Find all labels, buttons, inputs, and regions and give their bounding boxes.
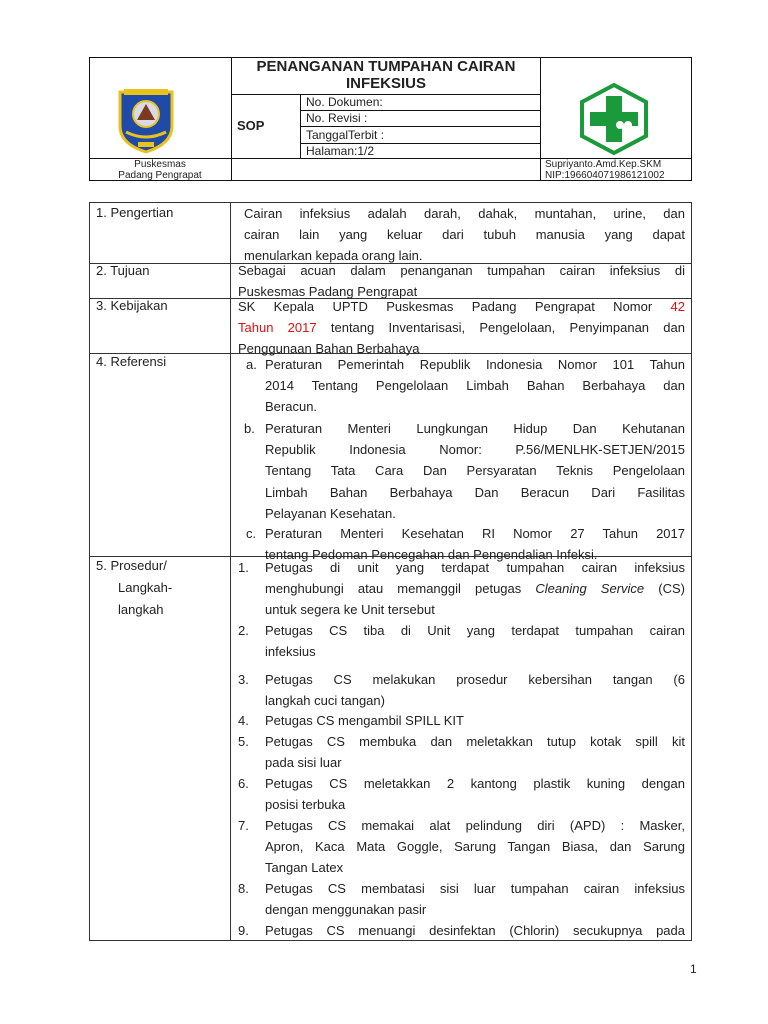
signatory-name: Supriyanto.Amd.Kep.SKM: [545, 159, 662, 170]
step-number: 8.: [238, 881, 249, 896]
text-line: Limbah Bahan Berbahaya Dan Beracun Dari Fasilitas: [265, 484, 685, 500]
label-line: 5. Prosedur/: [96, 558, 167, 573]
text-line: Petugas CS meletakkan 2 kantong plastik kuning dengan: [265, 776, 685, 791]
step-item: [265, 920, 685, 941]
text-line: [238, 317, 685, 338]
page-field: Halaman:1/2: [306, 144, 375, 158]
text-line: Peraturan Menteri Lungkungan Hidup Dan Kehutanan: [265, 421, 685, 436]
text-line: untuk segera ke Unit tersebut: [265, 602, 435, 618]
sop-label: SOP: [237, 118, 265, 133]
text-line: Tangan Latex: [265, 860, 344, 876]
text-line: Petugas CS memakai alat pelindung diri (APD) : Masker,: [265, 818, 685, 833]
step-item: [265, 731, 685, 773]
step-number: 9.: [238, 923, 249, 938]
text-line: posisi terbuka: [265, 797, 346, 813]
text-line: pada sisi luar: [265, 755, 342, 771]
document-title: PENANGANAN TUMPAHAN CAIRAN INFEKSIUS: [256, 58, 516, 92]
step-number: 3.: [238, 672, 249, 687]
text-line: dengan menggunakan pasir: [265, 902, 427, 918]
text-line: Beracun.: [265, 399, 318, 415]
text-line: menularkan kepada orang lain.: [244, 248, 423, 264]
step-item: [265, 669, 685, 711]
revision-field: No. Revisi :: [306, 111, 368, 125]
text-line: Apron, Kaca Mata Goggle, Sarung Tangan Biasa, dan Sarung: [265, 839, 685, 855]
step-item: [265, 620, 685, 662]
text-segment: tentang Inventarisasi, Pengelolaan, Penyimpanan dan: [316, 320, 685, 336]
text-line: Tentang Tata Cara Dan Persyaratan Teknis Pengelolaan: [265, 463, 685, 479]
step-item: [265, 815, 685, 879]
row-label-prosedur: [96, 555, 172, 621]
text-line: infeksius: [265, 644, 316, 660]
text-line: Peraturan Menteri Kesehatan RI Nomor 27 Tahun 2017: [265, 526, 685, 541]
step-item: [265, 773, 685, 815]
puskesmas-cross-logo: [578, 82, 650, 156]
org-line-1: Puskesmas: [134, 159, 186, 170]
step-number: 1.: [238, 560, 249, 575]
regional-crest-logo: [116, 86, 176, 154]
list-marker: b.: [244, 421, 255, 436]
decree-year: Tahun 2017: [238, 320, 317, 336]
text-segment: SK Kepala UPTD Puskesmas Padang Pengrapat Nomor: [238, 299, 671, 314]
text-line: cairan lain yang keluar dari tubuh manusia yang dapat: [244, 227, 685, 243]
page-number: 1: [690, 962, 697, 976]
text-line: Petugas CS menuangi desinfektan (Chlorin) secukupnya pada: [265, 923, 685, 938]
step-number: 7.: [238, 818, 249, 833]
text-line: Petugas CS tiba di Unit yang terdapat tumpahan cairan: [265, 623, 685, 638]
step-number: 5.: [238, 734, 249, 749]
text-line: [265, 578, 685, 599]
text-line: 2014 Tentang Pengelolaan Limbah Bahan Berbahaya dan: [265, 378, 685, 394]
text-line: Penggunaan Bahan Berbahaya: [238, 341, 420, 357]
publish-date-field: TanggalTerbit :: [306, 128, 385, 142]
italic-term: Cleaning Service: [535, 581, 645, 597]
label-line: langkah: [118, 602, 164, 617]
text-line: Pelayanan Kesehatan.: [265, 505, 396, 521]
decree-number: 42: [670, 299, 685, 314]
label-line: Langkah-: [118, 580, 173, 595]
text-line: Cairan infeksius adalah darah, dahak, muntahan, urine, dan: [244, 206, 685, 221]
org-name: [100, 159, 220, 181]
step-item: [265, 878, 685, 920]
step-item: [265, 557, 685, 621]
kebijakan-text: [238, 296, 685, 360]
row-label-kebijakan: 3. Kebijakan: [96, 298, 168, 313]
list-marker: a.: [246, 357, 257, 372]
row-label-tujuan: 2. Tujuan: [96, 263, 150, 278]
signatory: [545, 159, 665, 181]
text-segment: menghubungi atau memanggil petugas: [265, 581, 536, 597]
row-label-pengertian: 1. Pengertian: [96, 205, 174, 220]
text-line: langkah cuci tangan): [265, 693, 385, 709]
signatory-nip: NIP:196604071986121002: [545, 170, 665, 181]
text-line: Puskesmas Padang Pengrapat: [238, 284, 418, 300]
row-label-referensi: 4. Referensi: [96, 354, 167, 369]
step-number: 2.: [238, 623, 249, 638]
step-item: [265, 710, 685, 731]
org-line-2: Padang Pengrapat: [118, 170, 202, 181]
text-line: Petugas di unit yang terdapat tumpahan cairan infeksius: [265, 560, 685, 575]
text-line: [238, 296, 685, 317]
text-line: Petugas CS membuka dan meletakkan tutup kotak spill kit: [265, 734, 685, 749]
step-number: 6.: [238, 776, 249, 791]
step-number: 4.: [238, 713, 249, 728]
list-item: [265, 418, 685, 524]
text-line: Petugas CS mengambil SPILL KIT: [265, 713, 464, 728]
text-line: Republik Indonesia Nomor: P.56/MENLHK-SETJEN/2015: [265, 442, 685, 458]
text-line: Petugas CS membatasi sisi luar tumpahan cairan infeksius: [265, 881, 685, 896]
text-line: Peraturan Pemerintah Republik Indonesia Nomor 101 Tahun: [265, 357, 685, 372]
text-line: Sebagai acuan dalam penanganan tumpahan cairan infeksius di: [238, 263, 685, 278]
doc-number-field: No. Dokumen:: [306, 95, 383, 109]
text-line: Petugas CS melakukan prosedur kebersihan tangan (6: [265, 672, 685, 687]
text-line: tentang Pedoman Pencegahan dan Pengendalian Infeksi.: [265, 547, 598, 563]
list-item: [265, 354, 685, 418]
text-segment: (CS): [644, 581, 685, 597]
pengertian-text: [244, 203, 685, 267]
list-marker: c.: [246, 526, 257, 541]
